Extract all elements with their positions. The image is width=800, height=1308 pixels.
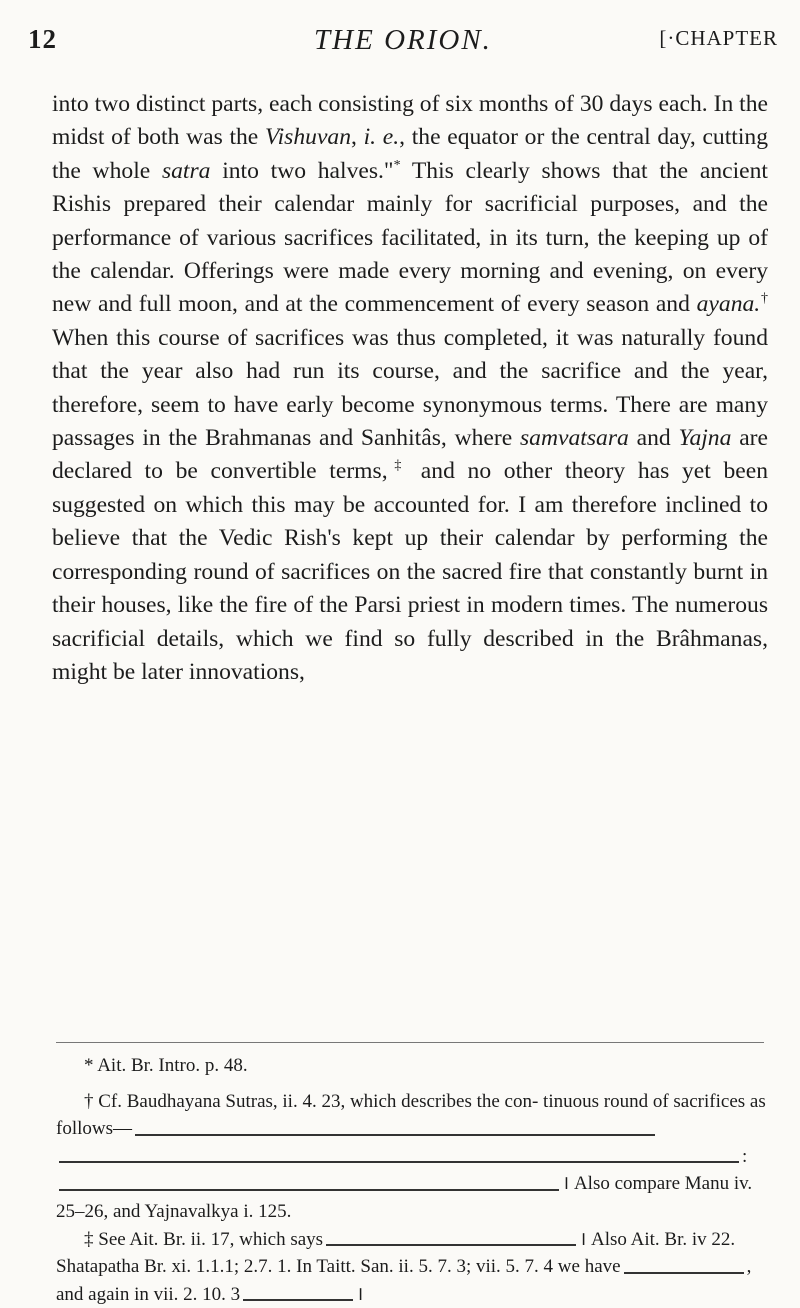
devanagari-text bbox=[243, 1289, 353, 1301]
italic-term: satra bbox=[161, 157, 211, 184]
text-run: into two distinct parts, each consisting of six months of 30 days each. In the midst of both was the bbox=[52, 91, 768, 151]
text-run: and bbox=[628, 425, 679, 452]
text-run: । bbox=[356, 1283, 364, 1305]
running-title: THE ORION. bbox=[314, 24, 492, 56]
text-run: into two halves." bbox=[210, 157, 394, 184]
footnote-marker: * bbox=[393, 157, 401, 173]
text-run: । Also compare Manu iv. 25–26, and Yajnavalkya i. 125. bbox=[56, 1173, 753, 1222]
chapter-label: [·CHAPTER bbox=[659, 26, 778, 50]
text-run: , the equator or the central day, cutting the whole bbox=[52, 124, 768, 184]
footnote-marker: † bbox=[760, 291, 769, 307]
footnotes bbox=[56, 1052, 768, 1308]
text-run: ‡ See Ait. Br. ii. 17, which says bbox=[84, 1228, 324, 1250]
footnote-divider bbox=[56, 1042, 764, 1043]
footnote-2 bbox=[56, 1088, 768, 1226]
italic-term: Vishuvan bbox=[264, 124, 352, 151]
devanagari-text bbox=[59, 1151, 739, 1163]
devanagari-text bbox=[326, 1234, 576, 1246]
text-run: are declared to be convertible terms, bbox=[52, 425, 768, 485]
italic-term: i. e. bbox=[363, 124, 400, 151]
text-run: । Also Ait. Br. iv 22. Shatapatha Br. xi. 1.1.1; 2.7. 1. In Taitt. San. ii. 5. 7. 3; vii. 5. 7. 4 we have bbox=[56, 1228, 736, 1278]
main-text bbox=[52, 88, 768, 689]
footnote-3 bbox=[56, 1226, 768, 1308]
devanagari-text bbox=[135, 1124, 655, 1136]
text-run: † Cf. Baudhayana Sutras, ii. 4. 23, which describes the con- tinuous round of sacrifices as follows— bbox=[56, 1090, 766, 1140]
text-run: and no other theory has yet been suggested on which this may be accounted for. I am therefore inclined to believe that the Vedic Rish's kept up their calendar by performing the corresponding round of sacrifices on the sacred fire that constantly burnt in their houses, like the fire of the Parsi priest in modern times. The numerous sacrificial details, which we find so fully described in the Brâhmanas, might be later innovations, bbox=[52, 458, 768, 685]
text-run: , bbox=[351, 124, 364, 151]
italic-term: samvatsara bbox=[520, 425, 629, 452]
text-run: When this course of sacrifices was thus completed, it was naturally found that the year also had run its course, and the sacrifice and the year, therefore, seem to have early become synonymous terms. There are many passages in the Brahmanas and Sanhitâs, where bbox=[52, 324, 768, 452]
italic-term: ayana. bbox=[696, 291, 761, 318]
text-run: , and again in vii. 2. 10. 3 bbox=[56, 1256, 752, 1305]
devanagari-text bbox=[624, 1262, 744, 1274]
page-number: 12 bbox=[28, 24, 57, 54]
text-run: : bbox=[742, 1145, 748, 1167]
paragraph bbox=[52, 88, 768, 689]
text-run: This clearly shows that the ancient Rishis prepared their calendar mainly for sacrificial purposes, and the performance of various sacrifices facilitated, in its turn, the keeping up of the calendar. Offerings were made every morning and evening, on every new and full moon, and at the commencement of every season and bbox=[52, 157, 768, 318]
footnote-marker: ‡ bbox=[387, 458, 409, 474]
devanagari-text bbox=[59, 1179, 559, 1191]
page-header bbox=[28, 14, 778, 66]
footnote-1: * Ait. Br. Intro. p. 48. bbox=[84, 1055, 248, 1076]
italic-term: Yajna bbox=[678, 425, 732, 452]
